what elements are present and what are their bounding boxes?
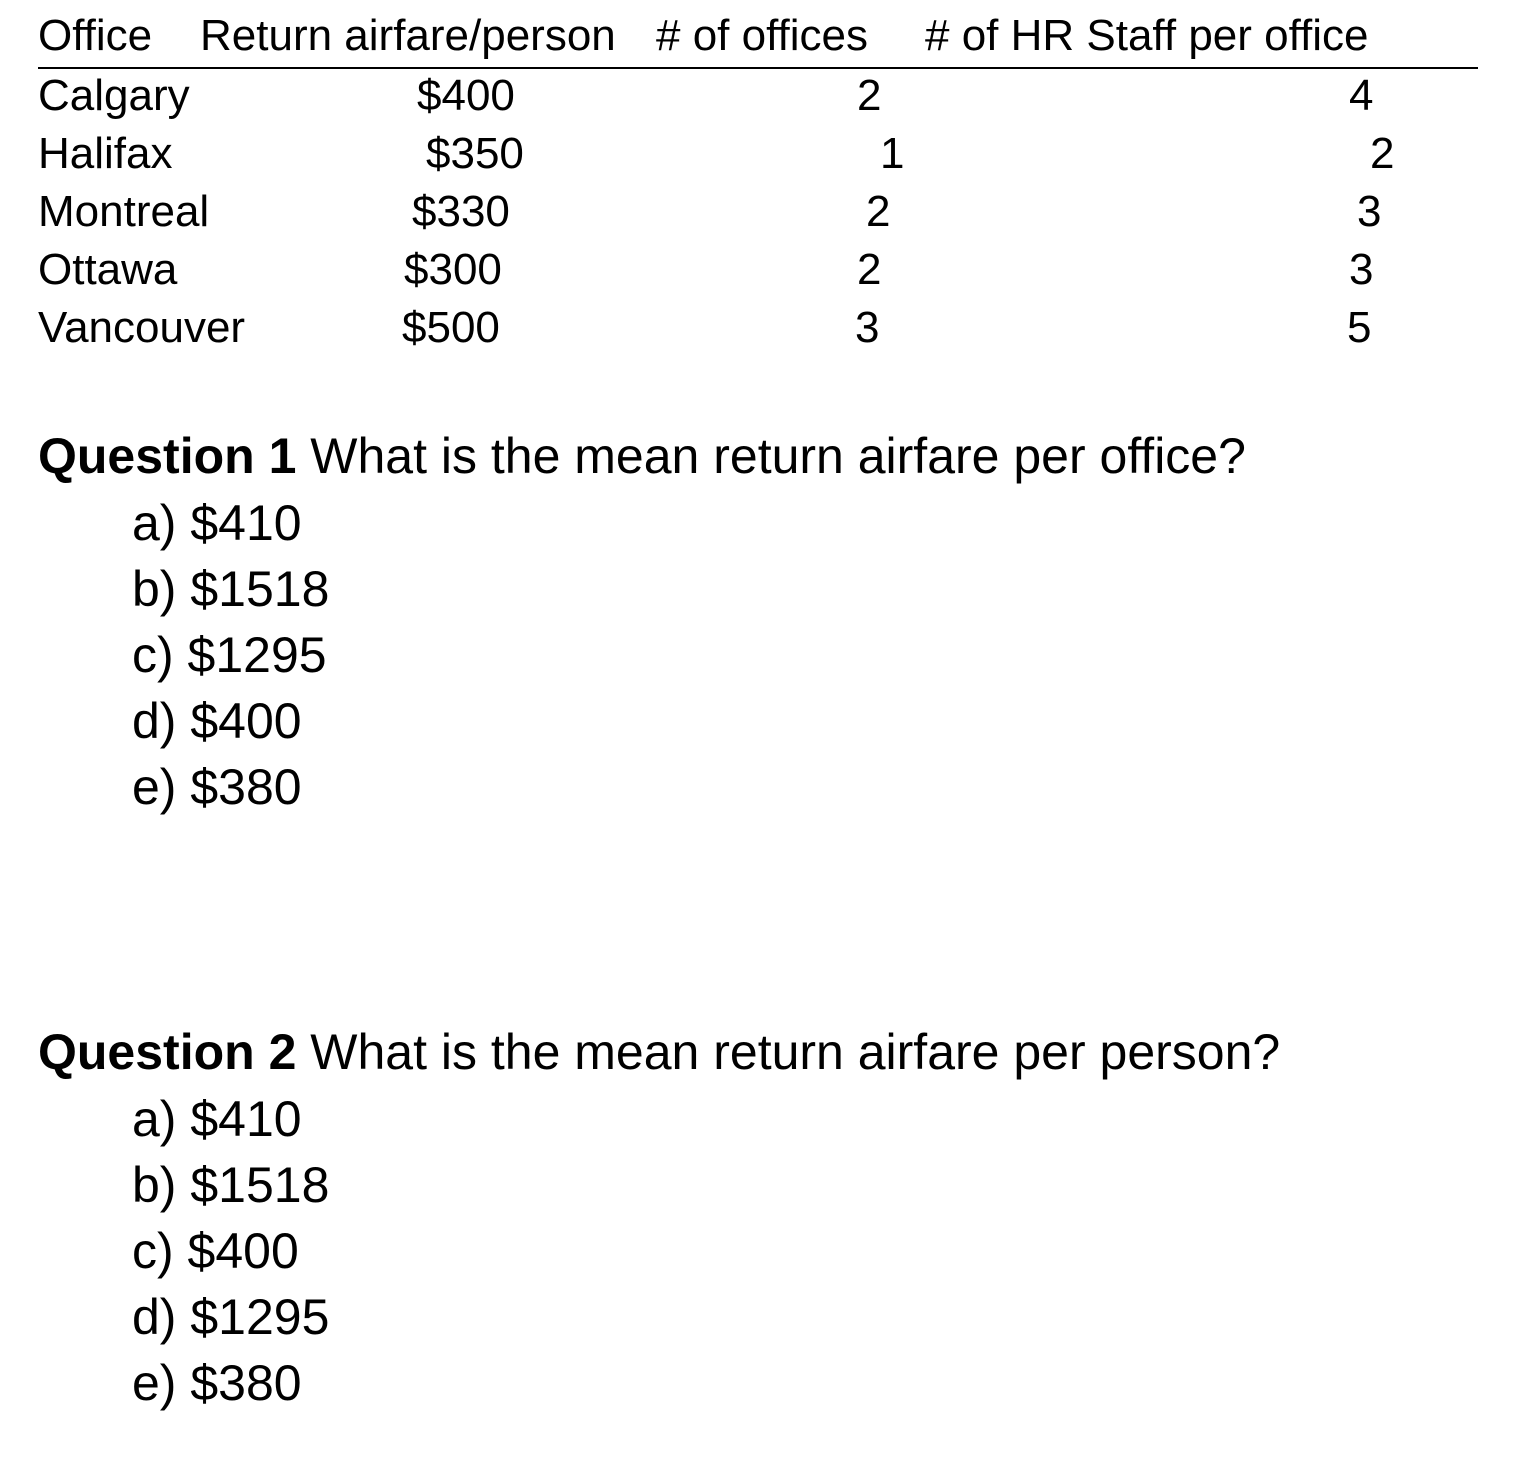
cell-staff: 5 <box>1347 303 1372 352</box>
cell-offices: 2 <box>857 245 882 294</box>
question-number: Question 1 <box>38 428 297 484</box>
cell-staff: 3 <box>1349 245 1374 294</box>
office-data-table <box>0 0 1528 360</box>
question-2-options <box>132 1086 329 1416</box>
cell-offices: 1 <box>880 129 905 178</box>
header-office: Office <box>38 11 153 60</box>
question-2 <box>38 1022 1280 1082</box>
cell-airfare: $500 <box>402 303 500 352</box>
question-number: Question 2 <box>38 1024 297 1080</box>
answer-option[interactable]: e) $380 <box>132 1355 302 1411</box>
cell-office: Calgary <box>38 71 190 120</box>
answer-option[interactable]: e) $380 <box>132 759 302 815</box>
cell-offices: 2 <box>857 71 882 120</box>
cell-offices: 2 <box>866 187 891 236</box>
answer-option[interactable]: b) $1518 <box>132 1157 330 1213</box>
cell-office: Montreal <box>38 187 210 236</box>
header-divider <box>38 67 1478 69</box>
answer-option[interactable]: c) $400 <box>132 1223 299 1279</box>
cell-staff: 3 <box>1357 187 1382 236</box>
header-return-airfare: Return airfare/person <box>200 11 616 60</box>
cell-staff: 4 <box>1349 71 1374 120</box>
question-text: What is the mean return airfare per person? <box>310 1024 1281 1080</box>
question-1 <box>38 426 1246 486</box>
answer-option[interactable]: c) $1295 <box>132 627 327 683</box>
answer-option[interactable]: a) $410 <box>132 495 302 551</box>
cell-offices: 3 <box>855 303 880 352</box>
answer-option[interactable]: d) $1295 <box>132 1289 330 1345</box>
cell-office: Halifax <box>38 129 173 178</box>
header-hr-staff: # of HR Staff per office <box>925 11 1369 60</box>
question-1-options <box>132 490 329 820</box>
header-num-offices: # of offices <box>656 11 868 60</box>
cell-staff: 2 <box>1370 129 1395 178</box>
cell-office: Ottawa <box>38 245 178 294</box>
answer-option[interactable]: d) $400 <box>132 693 302 749</box>
question-text: What is the mean return airfare per office? <box>310 428 1246 484</box>
answer-option[interactable]: b) $1518 <box>132 561 330 617</box>
cell-office: Vancouver <box>38 303 246 352</box>
cell-airfare: $300 <box>404 245 502 294</box>
cell-airfare: $400 <box>417 71 515 120</box>
answer-option[interactable]: a) $410 <box>132 1091 302 1147</box>
cell-airfare: $350 <box>426 129 524 178</box>
cell-airfare: $330 <box>412 187 510 236</box>
